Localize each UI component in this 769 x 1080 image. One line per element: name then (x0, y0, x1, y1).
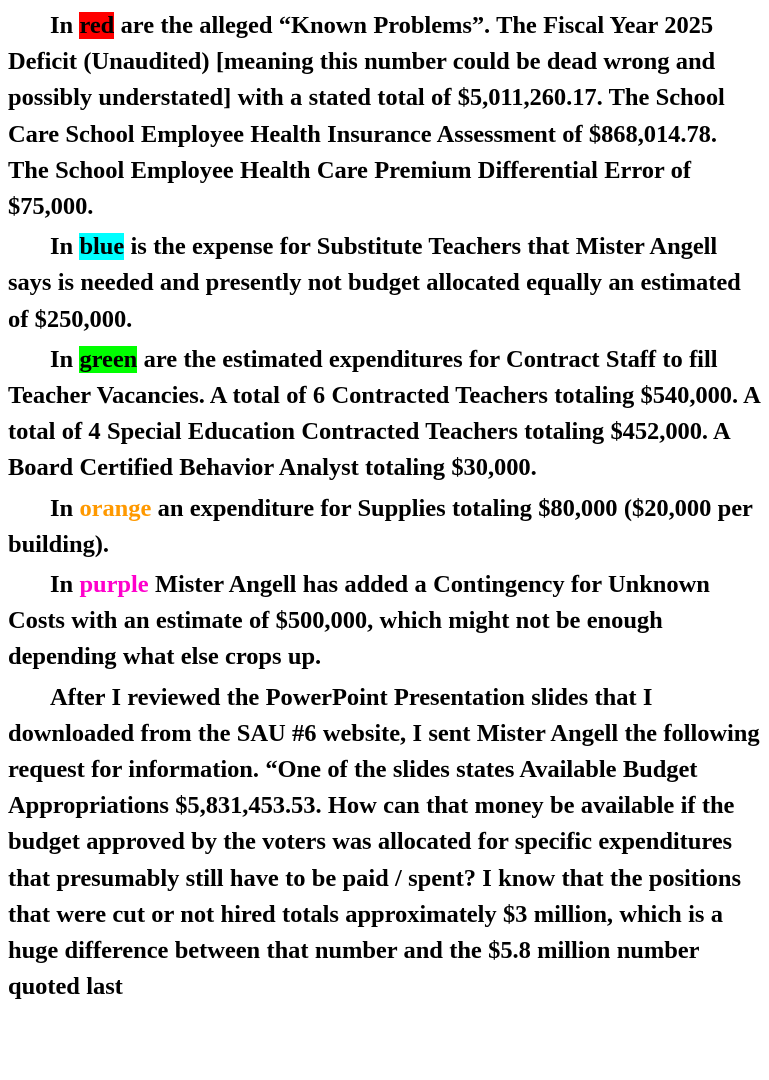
paragraph-green (8, 342, 761, 487)
paragraph-red (8, 8, 761, 225)
highlight-green-word: green (79, 345, 138, 373)
text-run: In (50, 12, 80, 39)
text-run: an expenditure for Supplies totaling $80,000 ($20,000 per building). (8, 494, 753, 558)
purple-word: purple (79, 571, 149, 599)
text-run: In (50, 571, 80, 599)
text-run: are the estimated expenditures for Contract Staff to fill Teacher Vacancies. A total of 6 Contracted Teachers totaling $540,000. A total of 4 Special Education Contracted Teachers totaling $452,000. A Board Certified Behavior Analyst totaling $30,000. (8, 345, 760, 482)
text-run: In (50, 494, 80, 522)
text-run: In (50, 233, 80, 261)
text-run: In (50, 345, 80, 373)
text-run: After I reviewed the PowerPoint Presentation slides that I downloaded from the SAU #6 website, I sent Mister Angell the following request for information. “One of the slides states Available Budget Appropriations $5,831,453.53. How can that money be available if the budget approved by the voters was allocated for specific expenditures that presumably still have to be paid / spent? I know that the positions that were cut or not hired totals approximately $3 million, which is a huge difference between that number and the $5.8 million number quoted last (8, 683, 760, 1001)
text-run: Mister Angell has added a Contingency for Unknown Costs with an estimate of $500,000, which might not be enough depending what else crops up. (8, 571, 710, 671)
highlight-red-word: red (79, 12, 115, 39)
orange-word: orange (79, 494, 152, 522)
paragraph-orange (8, 491, 761, 563)
paragraph-blue (8, 229, 761, 338)
paragraph-review (8, 680, 761, 1006)
highlight-blue-word: blue (79, 233, 125, 261)
text-run: are the alleged “Known Problems”. The Fiscal Year 2025 Deficit (Unaudited) [meaning this number could be dead wrong and possibly understated] with a stated total of $5,011,260.17. The School Care School Employee Health Insurance Assessment of $868,014.78. The School Employee Health Care Premium Differential Error of $75,000. (8, 12, 725, 221)
paragraph-purple (8, 567, 761, 676)
text-run: is the expense for Substitute Teachers that Mister Angell says is needed and presently not budget allocated equally an estimated of $250,000. (8, 233, 741, 333)
